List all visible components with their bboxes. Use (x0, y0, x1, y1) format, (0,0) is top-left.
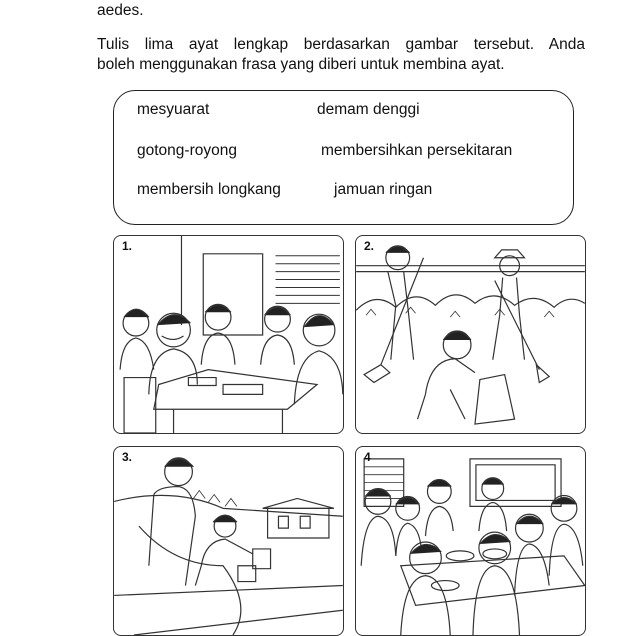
panel-number-2: 2. (364, 239, 375, 253)
panel-number-3: 3. (122, 450, 133, 464)
phrase-mesyuarat: mesyuarat (137, 101, 210, 118)
text-line-top: aedes. (97, 2, 144, 19)
panel-number-1: 1. (122, 239, 133, 253)
picture-panel-2 (355, 235, 586, 434)
cleaning-compound-illustration (356, 236, 585, 433)
cleaning-drain-illustration (114, 447, 343, 635)
phrase-demam-denggi: demam denggi (317, 101, 420, 118)
picture-panel-4 (355, 446, 586, 636)
phrase-box (113, 90, 574, 225)
panel-number-4: 4 (364, 450, 371, 464)
phrase-membersih-longkang: membersih longkang (137, 181, 281, 198)
phrase-membersihkan-persekitaran: membersihkan persekitaran (321, 142, 513, 159)
meeting-illustration (114, 236, 343, 433)
phrase-jamuan-ringan: jamuan ringan (334, 181, 433, 198)
instruction-line-2: boleh menggunakan frasa yang diberi untuk membina ayat. (97, 56, 505, 73)
picture-panel-1 (113, 235, 344, 434)
refreshments-illustration (356, 447, 585, 635)
picture-panel-3 (113, 446, 344, 636)
instruction-line-1: Tulis lima ayat lengkap berdasarkan gambar tersebut. Anda (97, 36, 585, 53)
phrase-gotong-royong: gotong-royong (137, 142, 237, 159)
